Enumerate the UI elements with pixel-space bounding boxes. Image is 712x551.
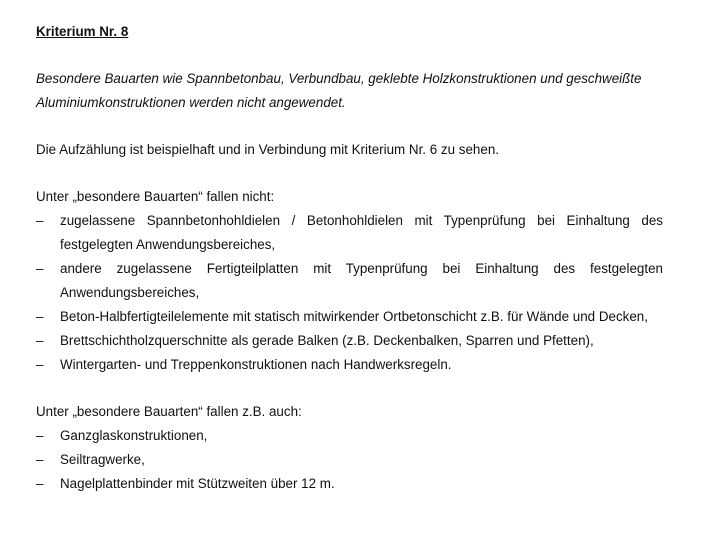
list-item: [36, 353, 663, 377]
not-included-heading: Unter „besondere Bauarten“ fallen nicht:: [36, 189, 275, 204]
not-included-list: [36, 209, 663, 377]
criterion-note: Die Aufzählung ist beispielhaft und in Verbindung mit Kriterium Nr. 6 zu sehen.: [36, 142, 499, 157]
list-item-text: Seiltragwerke,: [60, 452, 145, 467]
list-item-text: Wintergarten- und Treppenkonstruktionen nach Handwerksregeln.: [60, 357, 452, 372]
bullet-dash: –: [36, 357, 44, 372]
bullet-dash: –: [36, 213, 44, 228]
bullet-dash: –: [36, 428, 44, 443]
list-item: [36, 472, 663, 496]
included-list: [36, 424, 663, 496]
bullet-dash: –: [36, 452, 44, 467]
bullet-dash: –: [36, 333, 44, 348]
bullet-dash: –: [36, 309, 44, 324]
list-item-text: zugelassene Spannbetonhohldielen / Betonhohldielen mit Typenprüfung bei Einhaltung des festgelegten Anwendungsbereiches,: [60, 213, 663, 252]
list-item-text: Brettschichtholzquerschnitte als gerade Balken (z.B. Deckenbalken, Sparren und Pfetten),: [60, 333, 594, 348]
bullet-dash: –: [36, 261, 44, 276]
list-item: [36, 424, 663, 448]
list-item-text: Ganzglaskonstruktionen,: [60, 428, 208, 443]
list-item: [36, 209, 663, 257]
list-item: [36, 305, 663, 329]
list-item-text: Beton-Halbfertigteilelemente mit statisch mitwirkender Ortbetonschicht z.B. für Wände und Decken,: [60, 309, 648, 324]
list-item-text: andere zugelassene Fertigteilplatten mit Typenprüfung bei Einhaltung des festgelegten Anwendungsbereiches,: [60, 261, 663, 300]
list-item: [36, 329, 663, 353]
bullet-dash: –: [36, 476, 44, 491]
included-heading: Unter „besondere Bauarten“ fallen z.B. auch:: [36, 404, 302, 419]
list-item-text: Nagelplattenbinder mit Stützweiten über 12 m.: [60, 476, 335, 491]
criterion-title: Kriterium Nr. 8: [36, 24, 129, 39]
list-item: [36, 448, 663, 472]
list-item: [36, 257, 663, 305]
document-body: [36, 20, 663, 496]
criterion-text: Besondere Bauarten wie Spannbetonbau, Verbundbau, geklebte Holzkonstruktionen und geschweißte Aluminiumkonstruktionen werden nicht angewendet.: [36, 71, 642, 110]
